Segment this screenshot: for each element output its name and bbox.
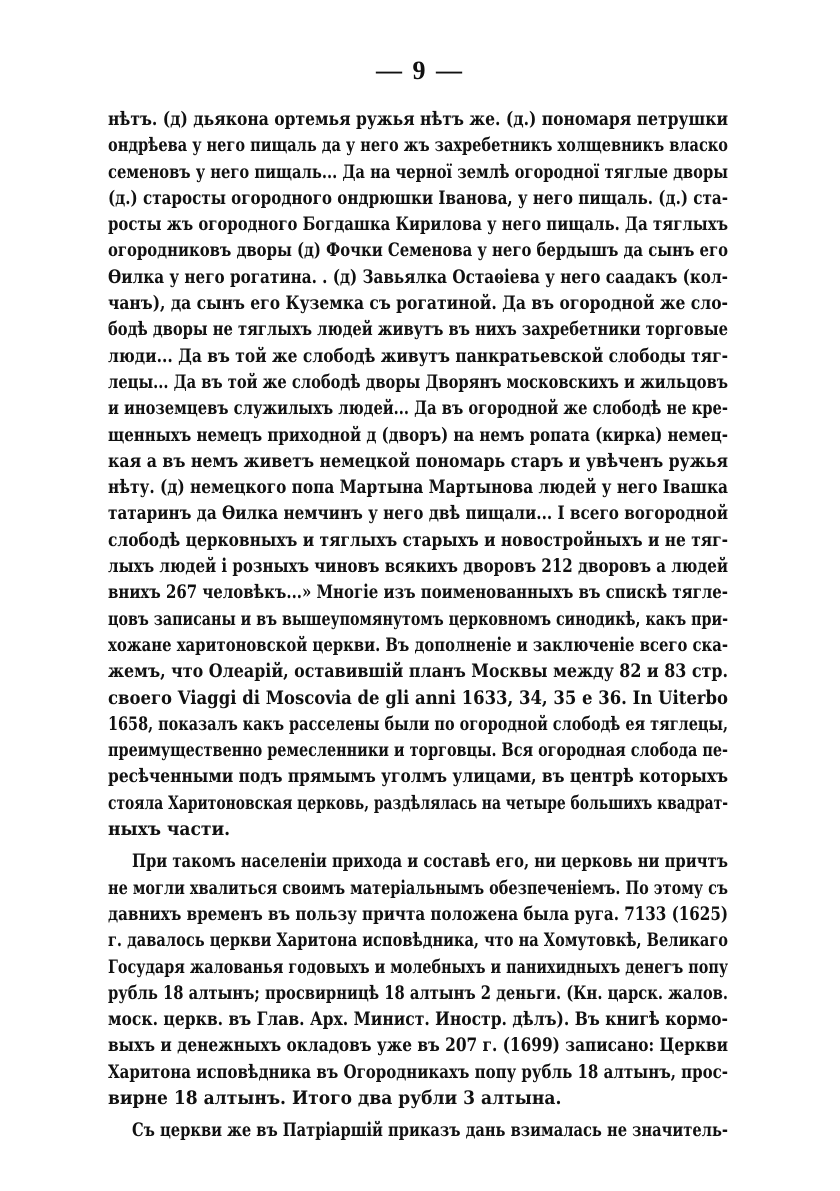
text-line bbox=[108, 816, 728, 842]
text-line bbox=[108, 527, 728, 553]
text-line bbox=[108, 848, 728, 874]
text-line-content: рубль 18 алтынъ; просвирницѣ 18 алтынъ 2 деньги. (Кн. царск. жалов. bbox=[108, 981, 728, 1004]
text-line-content: Государя жалованья годовыхъ и молебныхъ и панихидныхъ денегъ попу bbox=[108, 955, 728, 978]
text-line-content: г. давалось церкви Харитона исповѣдника, что на Хомутовкѣ, Великаго bbox=[108, 929, 728, 952]
text-line-content: лецы... Да въ той же слободѣ дворы Дворянъ московскихъ и жильцовъ bbox=[108, 370, 728, 393]
text-line bbox=[108, 316, 728, 342]
text-line bbox=[108, 1006, 728, 1032]
text-line-content: татаринъ да Ѳилка немчинъ у него двѣ пищали... І всего вогородной bbox=[108, 502, 728, 525]
text-line bbox=[108, 474, 728, 500]
text-line-content: преимущественно ремесленники и торговцы. Вся огородная слобода пе- bbox=[108, 739, 728, 762]
text-line-content: и иноземцевъ служилыхъ людей... Да въ огородной же слободѣ не кре- bbox=[108, 397, 728, 420]
text-line-content: цовъ записаны и въ вышеупомянутомъ церковномъ синодикѣ, какъ при- bbox=[108, 607, 728, 630]
text-line bbox=[108, 395, 728, 421]
text-line-content: стояла Харитоновская церковь, раздѣлялась на четыре большихъ квадрат- bbox=[108, 791, 728, 814]
text-line-content: бодѣ дворы не тяглыхъ людей живутъ въ нихъ захребетники торговые bbox=[108, 318, 728, 341]
text-line-content: ресѣченными подъ прямымъ уголмъ улицами, въ центрѣ которыхъ bbox=[108, 765, 728, 788]
text-line-content: кая а въ немъ живетъ немецкой пономарь старъ и увѣченъ ружья bbox=[108, 449, 728, 472]
text-line bbox=[108, 132, 728, 158]
text-line-content: огородниковъ дворы (д) Фочки Семенова у него бердышъ да сынъ его bbox=[108, 239, 728, 262]
text-line bbox=[108, 553, 728, 579]
text-line-content: (д.) старосты огородного ондрюшки Іванова, у него пищаль. (д.) ста- bbox=[108, 186, 728, 209]
page-number: — 9 — bbox=[376, 56, 464, 85]
text-line bbox=[108, 632, 728, 658]
text-line bbox=[108, 264, 728, 290]
text-line bbox=[108, 1117, 728, 1143]
text-line bbox=[108, 237, 728, 263]
text-line bbox=[108, 685, 728, 711]
text-line bbox=[108, 658, 728, 684]
paragraph-1 bbox=[108, 106, 728, 842]
text-line bbox=[108, 106, 728, 132]
text-line bbox=[108, 606, 728, 632]
text-line-content: слободѣ церковныхъ и тяглыхъ старыхъ и новостройныхъ и не тяг- bbox=[108, 528, 728, 551]
text-line-content: 1658, показалъ какъ расселены были по огородной слободѣ ея тяглецы, bbox=[108, 712, 728, 735]
text-line-content: семеновъ у него пищаль... Да на черної землѣ огородної тяглые дворы bbox=[108, 160, 728, 183]
text-line bbox=[108, 875, 728, 901]
text-line bbox=[108, 579, 728, 605]
text-line-content: хожане харитоновской церкви. Въ дополненіе и заключеніе всего ска- bbox=[108, 633, 728, 656]
paragraph-3 bbox=[108, 1117, 728, 1143]
text-line-content: не могли хвалиться своимъ матеріальнымъ обезпеченіемъ. По этому съ bbox=[108, 876, 728, 899]
text-line bbox=[108, 290, 728, 316]
text-line-content: вирне 18 алтынъ. Итого два рубли 3 алтына. bbox=[108, 1086, 562, 1109]
text-line-content: жемъ, что Олеарій, оставившій планъ Москвы между 82 и 83 стр. bbox=[108, 660, 728, 683]
text-line-content: лыхъ людей і розныхъ чиновъ всякихъ дворовъ 212 дворовъ а людей bbox=[108, 555, 728, 578]
text-line-content: выхъ и денежныхъ окладовъ уже въ 207 г. (1699) записано: Церкви bbox=[108, 1034, 728, 1057]
text-line bbox=[108, 159, 728, 185]
text-line-content: Ѳилка у него рогатина. . (д) Завьялка Остаѳіева у него саадакъ (кол- bbox=[108, 265, 728, 288]
text-line bbox=[108, 980, 728, 1006]
text-line-content: люди... Да въ той же слободѣ живутъ панкратьевской слободы тяг- bbox=[108, 344, 728, 367]
text-line-content: Съ церкви же въ Патріаршій приказъ дань взималась не значитель- bbox=[132, 1119, 728, 1142]
text-line bbox=[108, 369, 728, 395]
text-line bbox=[108, 211, 728, 237]
text-line bbox=[108, 1032, 728, 1058]
text-line bbox=[108, 954, 728, 980]
text-line bbox=[108, 1059, 728, 1085]
text-line-content: чанъ), да сынъ его Куземка съ рогатиной. Да въ огородной же сло- bbox=[108, 292, 728, 315]
text-line-content: нѣту. (д) немецкого попа Мартына Мартынова людей у него Івашка bbox=[108, 476, 728, 499]
text-line bbox=[108, 422, 728, 448]
text-line-content: моск. церкв. въ Глав. Арх. Минист. Иностр. дѣлъ). Въ книгѣ кормо- bbox=[108, 1008, 728, 1031]
text-line-content: давнихъ временъ въ пользу причта положена была руга. 7133 (1625) bbox=[108, 902, 728, 925]
paragraph-2 bbox=[108, 848, 728, 1111]
text-line-content: Харитона исповѣдника въ Огородникахъ попу рубль 18 алтынъ, прос- bbox=[108, 1060, 728, 1083]
text-line bbox=[108, 790, 728, 816]
text-line bbox=[108, 343, 728, 369]
text-line-content: ныхъ части. bbox=[108, 818, 231, 841]
text-line bbox=[108, 1085, 728, 1111]
text-line-content: своего Viaggi di Moscovia de gli anni 1633, 34, 35 e 36. In Uiterbo bbox=[108, 686, 728, 709]
text-line-content: щенныхъ немецъ приходной д (дворъ) на немъ ропата (кирка) немец- bbox=[108, 423, 728, 446]
body-text bbox=[108, 106, 728, 1144]
text-line bbox=[108, 500, 728, 526]
text-line bbox=[108, 737, 728, 763]
text-line bbox=[108, 448, 728, 474]
text-line bbox=[108, 763, 728, 789]
text-line bbox=[108, 711, 728, 737]
text-line-content: внихъ 267 человѣкъ...» Многіе изъ поименованныхъ въ спискѣ тягле- bbox=[108, 581, 728, 604]
text-line-content: росты жъ огородного Богдашка Кирилова у него пищаль. Да тяглыхъ bbox=[108, 213, 728, 236]
text-line-content: При такомъ населеніи прихода и составѣ его, ни церковь ни причтъ bbox=[132, 850, 728, 873]
text-line-content: ондрѣева у него пищаль да у него жъ захребетникъ холщевникъ власко bbox=[108, 134, 728, 157]
text-line bbox=[108, 901, 728, 927]
text-line bbox=[108, 185, 728, 211]
text-line-content: нѣтъ. (д) дьякона ортемья ружья нѣтъ же. (д.) пономаря петрушки bbox=[108, 108, 728, 130]
text-line bbox=[108, 927, 728, 953]
